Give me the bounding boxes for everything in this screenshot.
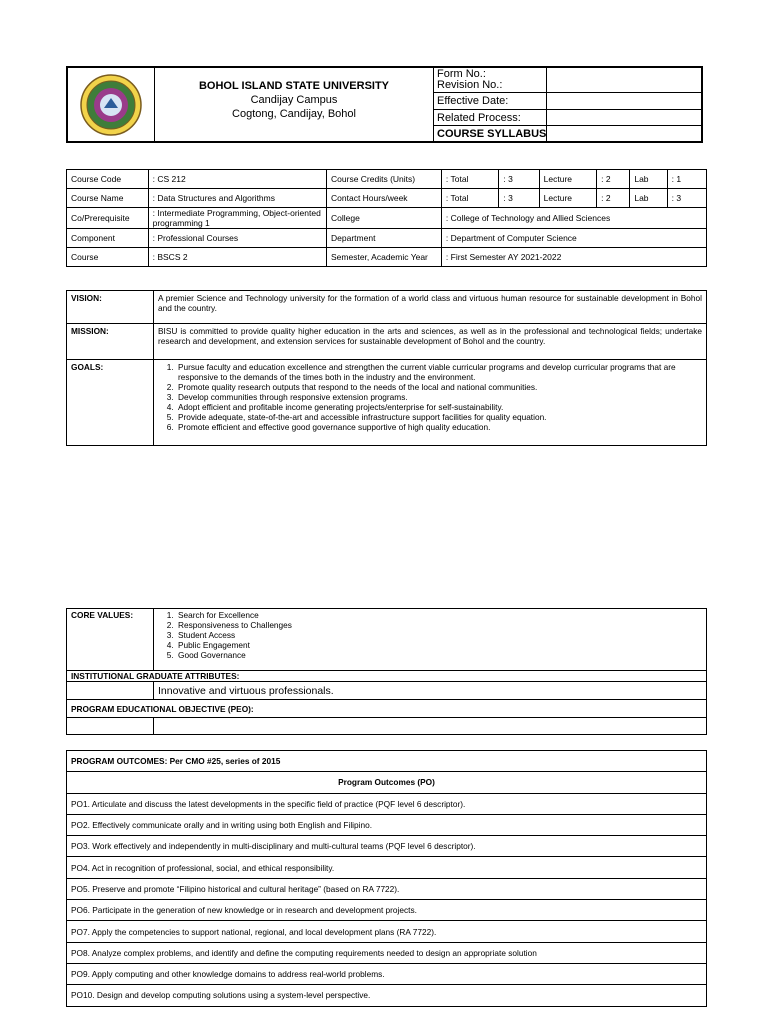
list-item: 2. Promote quality research outputs that respond to the needs of the local and national communities. [176,382,702,392]
table-row [67,814,707,835]
table-row [67,229,707,248]
po-item: PO2. Effectively communicate orally and in writing using both English and Filipino. [67,814,707,835]
effective-date-value [546,93,702,109]
goals-list [158,362,702,432]
course-code-value: : CS 212 [148,170,326,189]
po-item: PO1. Articulate and discuss the latest developments in the specific field of practice (PQF level 6 descriptor). [67,793,707,814]
form-no-label: Form No.: [437,68,486,80]
prerequisite-value: : Intermediate Programming, Object-oriented programming 1 [148,208,326,229]
form-no-value [546,68,702,92]
department-label: Department [327,229,442,248]
core-values-table [66,608,707,735]
college-value: : College of Technology and Allied Sciences [441,208,706,229]
program-outcomes-table [66,750,707,1007]
credits-lab-label: Lab [630,170,667,189]
related-process-label: Related Process: [437,112,521,124]
peo-blank-left [67,718,154,735]
credits-total-value: : 3 [499,170,539,189]
table-row [67,700,707,718]
logo-cell [68,68,155,141]
table-row [67,921,707,942]
table-row [67,985,707,1006]
course-name-label: Course Name [67,189,149,208]
list-item: 5. Good Governance [176,650,702,660]
core-values-cell [154,609,707,671]
table-row [67,718,707,735]
credits-lecture-value: : 2 [597,170,630,189]
list-item: 1. Pursue faculty and education excellence and strengthen the current viable curricular programs and develop curricular programs that are responsive to the demands of the times both in the industry and the environment. [176,362,702,382]
table-row [67,942,707,963]
hours-total-value: : 3 [499,189,539,208]
revision-no-label: Revision No.: [437,79,503,91]
college-label: College [327,208,442,229]
list-item: 6. Promote efficient and effective good governance supportive of high quality education. [176,422,702,432]
semester-label: Semester, Academic Year [327,248,442,267]
university-name: BOHOL ISLAND STATE UNIVERSITY [198,80,390,92]
department-value: : Department of Computer Science [441,229,706,248]
credits-lab-value: : 1 [667,170,706,189]
effective-date-label: Effective Date: [437,95,509,107]
core-values-list [158,610,702,660]
po-item: PO8. Analyze complex problems, and identify and define the computing requirements needed to design an appropriate solution [67,942,707,963]
list-item: 2. Responsiveness to Challenges [176,620,702,630]
table-row [67,291,707,324]
related-process-value [546,110,702,125]
table-row [67,857,707,878]
list-item: 5. Provide adequate, state-of-the-art and accessible infrastructure support facilities for quality equation. [176,412,702,422]
document-type: COURSE SYLLABUS [437,128,547,140]
credits-label: Course Credits (Units) [327,170,442,189]
document-type-value [546,126,702,141]
university-cell [155,68,434,141]
prerequisite-label: Co/Prerequisite [67,208,149,229]
table-row [67,772,707,793]
contact-hours-label: Contact Hours/week [327,189,442,208]
credits-total-label: : Total [441,170,498,189]
po-item: PO5. Preserve and promote “Filipino historical and cultural heritage” (based on RA 7722). [67,878,707,899]
graduate-attributes-value: Innovative and virtuous professionals. [154,682,707,700]
peo-label: PROGRAM EDUCATIONAL OBJECTIVE (PEO): [67,700,707,718]
list-item: 3. Student Access [176,630,702,640]
table-row [67,682,707,700]
hours-total-label: : Total [441,189,498,208]
table-row [67,878,707,899]
program-outcomes-subtitle: Program Outcomes (PO) [67,772,707,793]
campus-name: Candijay Campus [250,94,338,106]
po-item: PO9. Apply computing and other knowledge domains to address real-world problems. [67,963,707,984]
list-item: 4. Public Engagement [176,640,702,650]
program-outcomes-title: PROGRAM OUTCOMES: Per CMO #25, series of 2015 [67,751,707,772]
graduate-attributes-blank [67,682,154,700]
related-process-row [434,110,701,126]
table-row [67,360,707,446]
po-item: PO4. Act in recognition of professional, social, and ethical responsibility. [67,857,707,878]
list-item: 1. Search for Excellence [176,610,702,620]
campus-address: Cogtong, Candijay, Bohol [232,108,356,120]
peo-blank-right [154,718,707,735]
goals-label: GOALS: [67,360,154,446]
po-item: PO10. Design and develop computing solutions using a system-level perspective. [67,985,707,1006]
hours-lab-value: : 3 [667,189,706,208]
hours-lecture-value: : 2 [597,189,630,208]
po-item: PO6. Participate in the generation of new knowledge or in research and development projects. [67,900,707,921]
effective-date-row [434,93,701,110]
vision-text: A premier Science and Technology university for the formation of a world class and virtuous human resource for sustainable development in Bohol and the country. [154,291,707,324]
mission-label: MISSION: [67,324,154,360]
component-label: Component [67,229,149,248]
course-code-label: Course Code [67,170,149,189]
table-row [67,170,707,189]
table-row [67,324,707,360]
list-item: 3. Develop communities through responsive extension programs. [176,392,702,402]
form-no-row [434,68,701,93]
component-value: : Professional Courses [148,229,326,248]
vision-mission-goals-table [66,290,707,446]
table-row [67,751,707,772]
course-syllabus-row [434,126,701,141]
table-row [67,836,707,857]
course-info-table [66,169,707,267]
table-row [67,963,707,984]
syllabus-header [66,66,703,143]
po-item: PO7. Apply the competencies to support national, regional, and local development plans (RA 7722). [67,921,707,942]
list-item: 4. Adopt efficient and profitable income generating projects/enterprise for self-sustainability. [176,402,702,412]
vision-label: VISION: [67,291,154,324]
table-row [67,671,707,682]
credits-lecture-label: Lecture [539,170,596,189]
table-row [67,793,707,814]
table-row [67,189,707,208]
course-value: : BSCS 2 [148,248,326,267]
po-item: PO3. Work effectively and independently in multi-disciplinary and multi-cultural teams (PQF level 6 descriptor). [67,836,707,857]
hours-lecture-label: Lecture [539,189,596,208]
hours-lab-label: Lab [630,189,667,208]
semester-value: : First Semester AY 2021-2022 [441,248,706,267]
graduate-attributes-label: INSTITUTIONAL GRADUATE ATTRIBUTES: [67,671,707,682]
table-row [67,208,707,229]
mission-text: BISU is committed to provide quality higher education in the arts and sciences, as well as in the professional and technological fields; undertake research and development, and extension services for sustainable development of Bohol and the country. [154,324,707,360]
university-seal-icon [68,68,154,141]
goals-cell [154,360,707,446]
course-label: Course [67,248,149,267]
core-values-label: CORE VALUES: [67,609,154,671]
form-info-cell [434,68,701,141]
table-row [67,609,707,671]
course-name-value: : Data Structures and Algorithms [148,189,326,208]
table-row [67,900,707,921]
table-row [67,248,707,267]
